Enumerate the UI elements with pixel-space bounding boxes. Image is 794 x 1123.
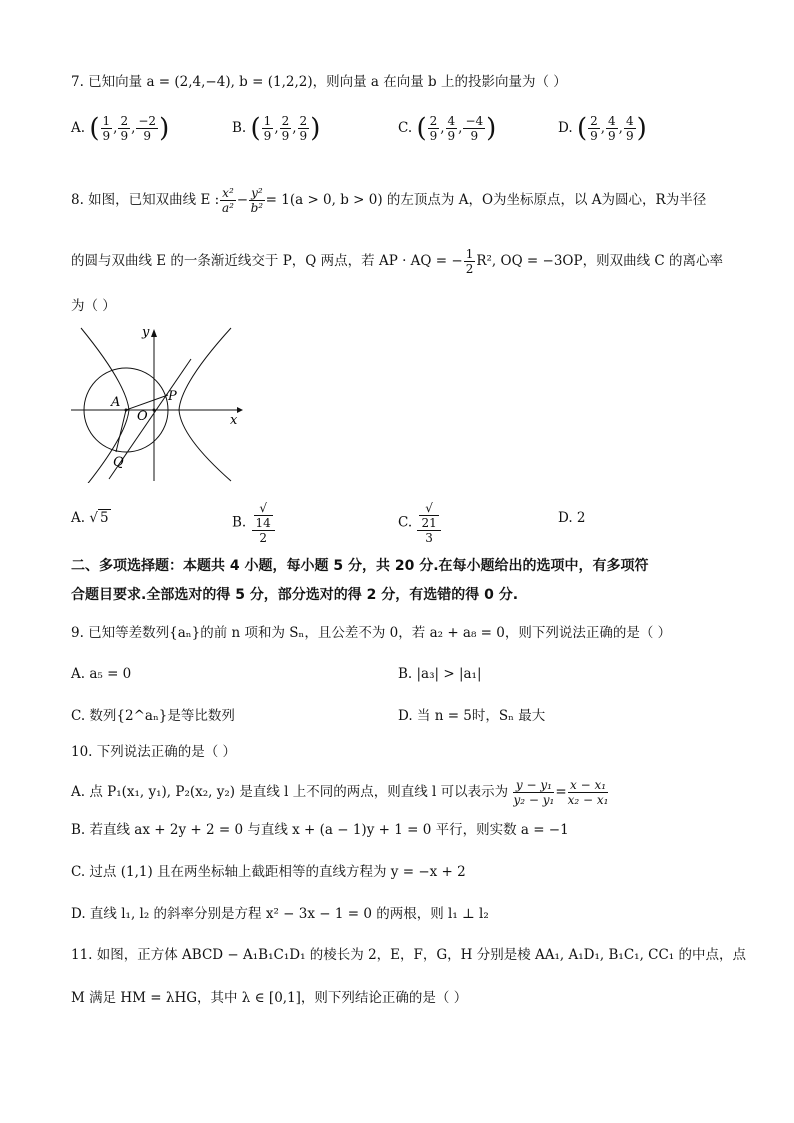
q10-stem: 10. 下列说法正确的是（ ） bbox=[71, 744, 237, 760]
q8-option-d: D. 2 bbox=[558, 510, 586, 526]
section2-heading-line2: 合题目要求.全部选对的得 5 分，部分选对的得 2 分，有选错的得 0 分. bbox=[71, 587, 519, 603]
q7-option-c: C. ( $\frac{2}{9}$ , $\frac{4}{9}$ , $\frac{-4}{9}$ ) bbox=[398, 113, 497, 144]
figure-label-q: Q bbox=[113, 455, 124, 470]
section2-heading-line1: 二、多项选择题：本题共 4 小题，每小题 5 分，共 20 分.在每小题给出的选项中，有多项符 bbox=[71, 558, 649, 574]
q10-option-b: B. 若直线 ax + 2y + 2 = 0 与直线 x + (a − 1)y + 1 = 0 平行，则实数 a = −1 bbox=[71, 822, 569, 838]
q9-option-b: B. |a₃| > |a₁| bbox=[398, 666, 482, 682]
q10-option-c: C. 过点 (1,1) 且在两坐标轴上截距相等的直线方程为 y = −x + 2 bbox=[71, 864, 466, 880]
q7-stem: 7. 已知向量 a = (2,4,−4), b = (1,2,2)，则向量 a 在向量 b 上的投影向量为（ ） bbox=[71, 74, 567, 90]
figure-label-p: P bbox=[168, 389, 177, 404]
q8-stem-line1: 8. 如图，已知双曲线 E : $\frac{\text{x²}}{\text{a²}}$ − $\frac{\text{y²}}{\text{b²}}$ = 1(a > 0, b > 0) 的左顶点为 A，O为坐标原点，以 A为圆心，R为半径 bbox=[71, 186, 707, 215]
q11-stem-line1: 11. 如图，正方体 ABCD − A₁B₁C₁D₁ 的棱长为 2，E，F，G，H 分别是棱 AA₁, A₁D₁, B₁C₁, CC₁ 的中点，点 bbox=[71, 947, 747, 963]
hyperbola-figure bbox=[71, 323, 246, 483]
q9-option-c: C. 数列{2^aₙ}是等比数列 bbox=[71, 708, 235, 724]
figure-label-o: O bbox=[137, 409, 148, 424]
q7-option-a: A. ( $\frac{1}{9}$ , $\frac{2}{9}$ , $\frac{-2}{9}$ ) bbox=[71, 113, 170, 144]
q8-option-b: B. √ 14 2 bbox=[232, 501, 276, 545]
figure-label-y: y bbox=[142, 325, 150, 340]
q8-option-a: A. √ 5 bbox=[71, 510, 109, 526]
q10-option-d: D. 直线 l₁, l₂ 的斜率分别是方程 x² − 3x − 1 = 0 的两根，则 l₁ ⊥ l₂ bbox=[71, 906, 489, 922]
q10-option-a: A. 点 P₁(x₁, y₁), P₂(x₂, y₂) 是直线 l 上不同的两点，则直线 l 可以表示为 $\frac{\text{y − y₁}}{\text{y₂ − y₁}}$ = $\frac{\text{x − x₁}}{\text{x₂ − x₁}}$ bbox=[71, 778, 609, 807]
q9-option-a: A. a₅ = 0 bbox=[71, 666, 132, 682]
q7-option-b: B. ( $\frac{1}{9}$ , $\frac{2}{9}$ , $\frac{2}{9}$ ) bbox=[232, 113, 321, 144]
q9-stem: 9. 已知等差数列{aₙ}的前 n 项和为 Sₙ，且公差不为 0，若 a₂ + a₈ = 0，则下列说法正确的是（ ） bbox=[71, 625, 672, 641]
q8-option-c: C. √ 21 3 bbox=[398, 501, 442, 545]
q11-stem-line2: M 满足 HM = λHG，其中 λ ∈ [0,1]，则下列结论正确的是（ ） bbox=[71, 990, 468, 1006]
q9-option-d: D. 当 n = 5时，Sₙ 最大 bbox=[398, 708, 546, 724]
q7-option-d: D. ( $\frac{2}{9}$ , $\frac{4}{9}$ , $\frac{4}{9}$ ) bbox=[558, 113, 647, 144]
figure-label-a: A bbox=[111, 395, 121, 410]
figure-label-x: x bbox=[230, 413, 238, 428]
q8-stem-line2: 的圆与双曲线 E 的一条渐近线交于 P，Q 两点，若 AP · AQ = − $\frac{1}{2}$ R², OQ = −3OP，则双曲线 C 的离心率 bbox=[71, 247, 723, 276]
q8-stem-line3: 为（ ） bbox=[71, 298, 116, 314]
